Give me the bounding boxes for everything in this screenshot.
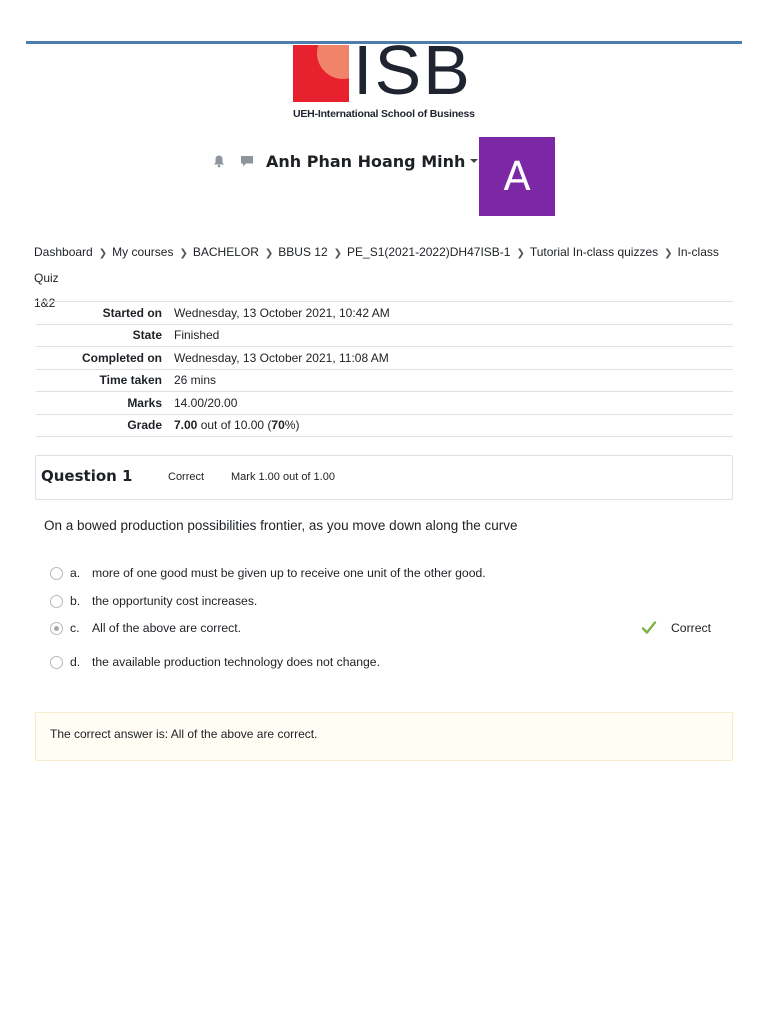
question-info-box — [35, 455, 733, 500]
chat-icon[interactable] — [240, 154, 254, 168]
table-row — [36, 324, 733, 347]
avatar[interactable]: A — [479, 137, 555, 216]
correct-answer-text: The correct answer is: All of the above are correct. — [50, 727, 318, 741]
chevron-right-icon: ❯ — [664, 248, 673, 259]
table-row — [36, 392, 733, 415]
breadcrumb-item[interactable]: Tutorial In-class quizzes — [529, 245, 659, 259]
table-row — [36, 414, 733, 437]
state-label: State — [132, 328, 162, 343]
started-value: Wednesday, 13 October 2021, 10:42 AM — [174, 305, 390, 320]
breadcrumb-item-tail[interactable]: 1&2 — [34, 296, 56, 310]
chevron-right-icon: ❯ — [98, 248, 108, 259]
answer-text: the opportunity cost increases. — [92, 594, 258, 608]
correct-answer-box — [35, 712, 733, 761]
completed-label: Completed on — [82, 350, 162, 365]
radio-button[interactable] — [50, 595, 63, 608]
chevron-right-icon: ❯ — [264, 248, 274, 259]
user-menu-bar — [212, 146, 478, 176]
answer-option-d[interactable] — [50, 655, 380, 669]
question-state: Correct — [168, 471, 205, 483]
radio-button-selected[interactable] — [50, 622, 63, 635]
table-row — [36, 369, 733, 392]
grade-label: Grade — [127, 418, 162, 433]
answer-letter: c. — [70, 621, 80, 635]
breadcrumb-item[interactable]: BACHELOR — [192, 245, 259, 259]
answer-option-a[interactable] — [50, 566, 486, 580]
time-taken-label: Time taken — [99, 373, 162, 388]
table-row — [36, 302, 733, 325]
question-number: Question 1 — [41, 467, 133, 485]
radio-button[interactable] — [50, 567, 63, 580]
marks-label: Marks — [127, 395, 162, 410]
answer-text: All of the above are correct. — [92, 621, 242, 635]
bell-icon[interactable] — [212, 154, 226, 168]
answer-letter: b. — [70, 594, 81, 608]
user-name[interactable]: Anh Phan Hoang Minh — [266, 151, 466, 171]
state-value: Finished — [174, 328, 220, 343]
time-taken-value: 26 mins — [174, 373, 217, 388]
breadcrumb-item[interactable]: Dashboard — [34, 245, 93, 259]
breadcrumb-item[interactable]: PE_S1(2021-2022)DH47ISB-1 — [347, 245, 511, 259]
logo-mark — [293, 45, 349, 102]
answer-option-b[interactable] — [50, 594, 257, 608]
logo-text: ISB — [353, 31, 472, 109]
started-label: Started on — [102, 305, 162, 320]
question-text: On a bowed production possibilities frontier, as you move down along the curve — [44, 518, 518, 533]
checkmark-icon — [641, 620, 657, 636]
answer-text: more of one good must be given up to receive one unit of the other good. — [92, 566, 486, 580]
marks-value: 14.00/20.00 — [174, 395, 238, 410]
chevron-right-icon: ❯ — [179, 248, 188, 259]
answer-letter: d. — [70, 655, 81, 669]
breadcrumb-item[interactable]: BBUS 12 — [278, 245, 328, 259]
chevron-down-icon[interactable] — [470, 159, 478, 163]
radio-button[interactable] — [50, 656, 63, 669]
breadcrumb-item[interactable]: My courses — [112, 245, 174, 259]
answer-letter: a. — [70, 566, 81, 580]
chevron-right-icon: ❯ — [516, 248, 525, 259]
table-row — [36, 347, 733, 370]
completed-value: Wednesday, 13 October 2021, 11:08 AM — [174, 350, 389, 365]
answer-option-c[interactable] — [50, 621, 241, 635]
feedback-label: Correct — [671, 621, 711, 635]
breadcrumb: Dashboard ❯ My courses ❯ BACHELOR ❯ BBUS 12 ❯ PE_S1(2021-2022)DH47ISB-1 ❯ Tutorial In-class quizzes ❯ In-class Quiz 1&2 — [34, 240, 734, 316]
attempt-summary-table — [36, 301, 733, 437]
question-grade: Mark 1.00 out of 1.00 — [231, 471, 335, 483]
grade-value: 7.00 out of 10.00 (70%) — [174, 418, 300, 433]
logo-subtitle: UEH-International School of Business — [293, 108, 475, 120]
isb-logo[interactable] — [293, 31, 483, 120]
chevron-right-icon: ❯ — [333, 248, 343, 259]
answer-feedback — [641, 620, 711, 636]
answer-text: the available production technology does not change. — [92, 655, 380, 669]
